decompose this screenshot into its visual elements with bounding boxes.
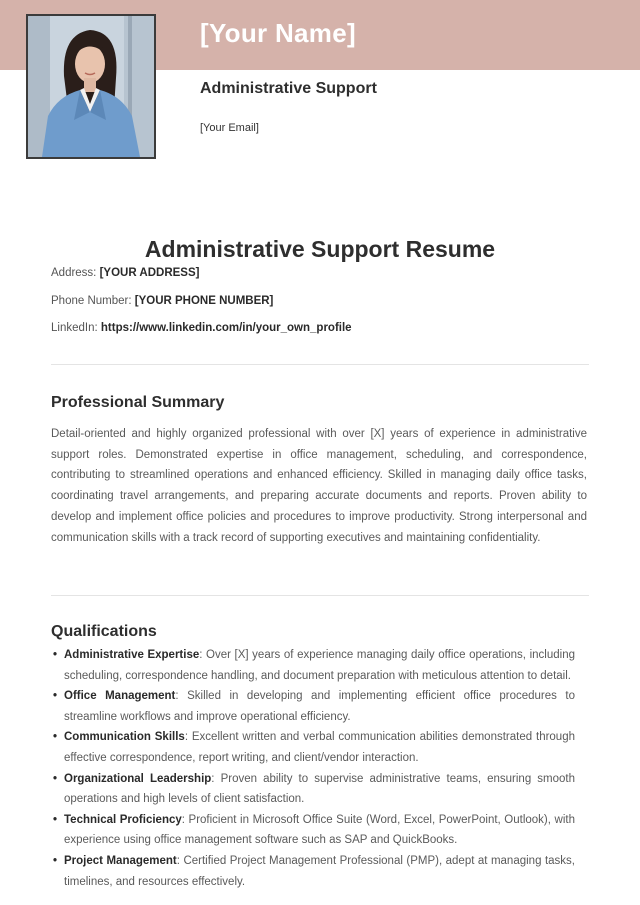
bullet-icon: • — [53, 854, 58, 867]
qualification-term: Office Management — [64, 690, 176, 703]
bullet-icon: • — [53, 772, 58, 785]
bullet-icon: • — [53, 690, 58, 703]
qualification-text: : Proven ability to supervise administrative teams, ensuring smooth operations and high levels of client satisfaction. — [64, 772, 575, 806]
list-item — [51, 851, 575, 892]
bullet-icon: • — [53, 649, 58, 661]
bullet-icon: • — [53, 813, 58, 826]
qualifications-list — [51, 645, 575, 892]
summary-heading: Professional Summary — [51, 394, 225, 411]
phone-label: Phone Number: — [51, 295, 132, 307]
qualifications-heading: Qualifications — [51, 623, 157, 640]
document-title: Administrative Support Resume — [144, 236, 496, 262]
qualification-text: : Certified Project Management Professional (PMP), adept at managing tasks, timelines, and resources effectively. — [64, 854, 575, 888]
list-item — [51, 769, 575, 810]
list-item — [51, 645, 575, 686]
list-item — [51, 727, 575, 768]
divider — [51, 364, 589, 365]
address-value: [YOUR ADDRESS] — [99, 267, 200, 279]
divider — [51, 595, 589, 596]
qualification-term: Technical Proficiency — [64, 813, 182, 826]
candidate-email: [Your Email] — [200, 122, 259, 134]
qualification-text: : Skilled in developing and implementing efficient office procedures to streamline workflows and improve operational efficiency. — [64, 690, 575, 723]
qualification-term: Organizational Leadership — [64, 772, 212, 785]
summary-text: Detail-oriented and highly organized professional with over [X] years of experience in administrative support roles. Demonstrated expertise in office management, scheduling, and correspondence, contributing to streamlined operations and enhanced efficiency. Skilled in managing daily office tasks, coordinating travel arrangements, and preparing accurate documents and reports. Proven ability to develop and implement office policies and procedures to improve productivity. Strong interpersonal and communication skills with a track record of supporting executives and maintaining confidentiality. — [51, 428, 587, 544]
address-label: Address: — [51, 267, 97, 279]
list-item — [51, 810, 575, 851]
address-line — [51, 267, 199, 279]
qualification-term: Administrative Expertise — [64, 649, 200, 661]
linkedin-line — [51, 322, 352, 334]
phone-line — [51, 295, 273, 307]
profile-photo — [26, 14, 156, 159]
bullet-icon: • — [53, 731, 58, 744]
list-item — [51, 686, 575, 727]
qualification-term: Communication Skills — [64, 731, 185, 744]
linkedin-link[interactable]: https://www.linkedin.com/in/your_own_profile — [100, 322, 352, 334]
qualification-term: Project Management — [64, 854, 177, 867]
candidate-name: [Your Name] — [200, 18, 356, 48]
qualification-text: : Over [X] years of experience managing daily office operations, including scheduling, correspondence handling, and document preparation with meticulous attention to detail. — [64, 649, 575, 682]
qualification-text: : Proficient in Microsoft Office Suite (Word, Excel, PowerPoint, Outlook), with experience using office management software such as SAP and QuickBooks. — [64, 813, 575, 847]
qualification-text: : Excellent written and verbal communication abilities demonstrated through effective correspondence, report writing, and client/vendor interaction. — [64, 731, 575, 764]
job-role: Administrative Support — [200, 80, 377, 97]
linkedin-label: LinkedIn: — [51, 322, 98, 334]
phone-value: [YOUR PHONE NUMBER] — [134, 295, 274, 307]
